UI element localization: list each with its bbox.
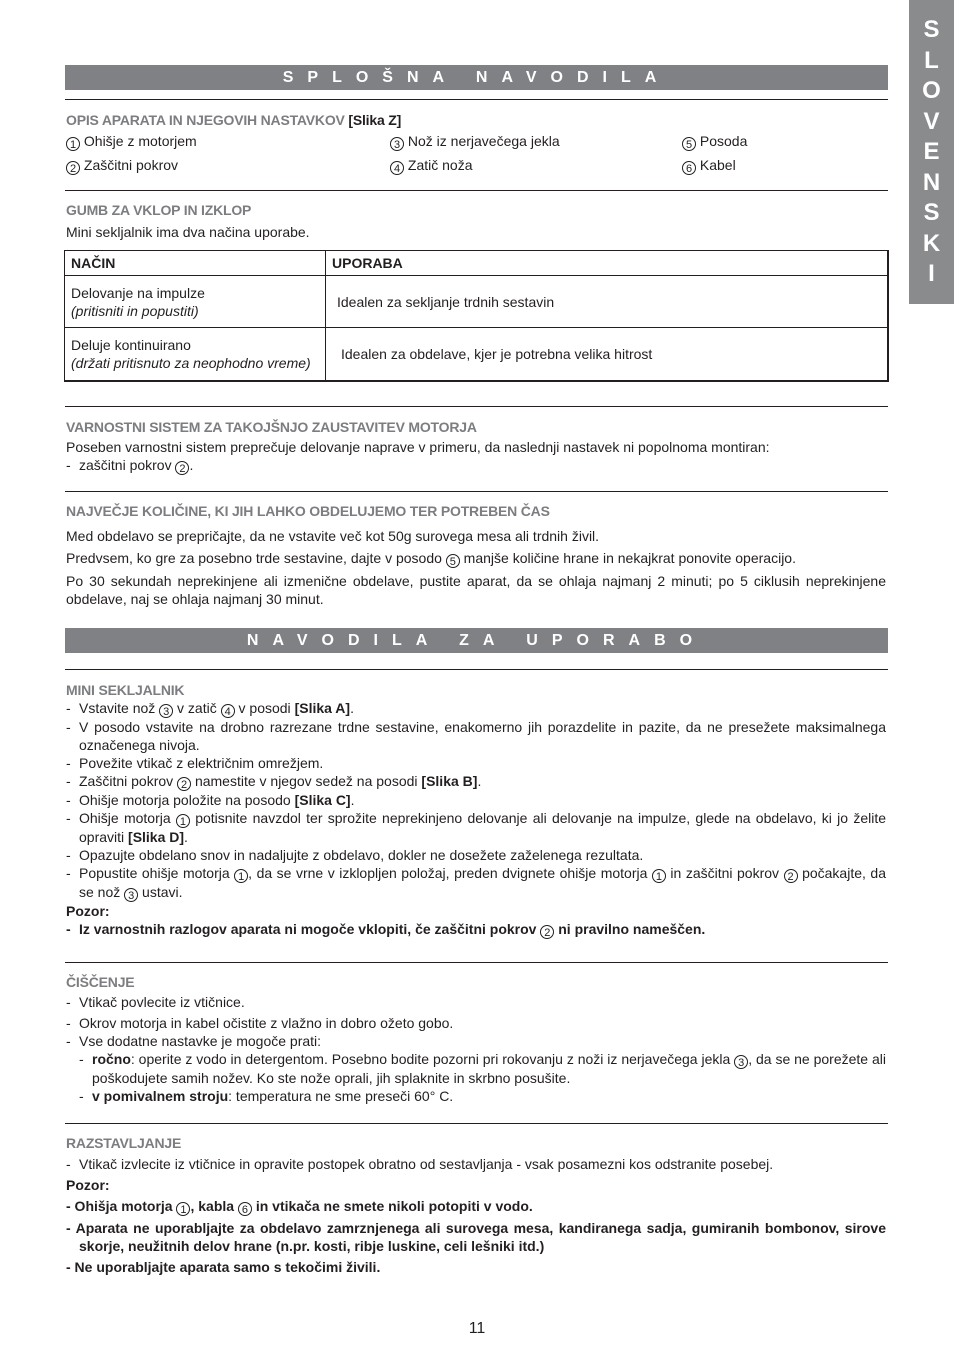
language-tab-letter: K <box>922 229 941 257</box>
cleaning-heading: ČIŠČENJE <box>66 974 135 990</box>
language-tab-letter: S <box>923 199 940 226</box>
text-span: Zaščitni pokrov <box>79 773 174 789</box>
text-span: v pomivalnem stroju <box>92 1088 229 1104</box>
text-span: Povežite vtikač z električnim omrežjem. <box>79 755 324 771</box>
parts-heading <box>66 111 886 129</box>
divider <box>65 99 888 100</box>
warning-item: - Iz varnostnih razlogov aparata ni mogoče vklopiti, če zaščitni pokrov 2 ni pravilno nameščen. <box>66 921 706 939</box>
mode-cell <box>65 276 326 328</box>
text-span: Ohišje motorja <box>79 810 171 826</box>
language-tab-letter: S <box>923 16 940 43</box>
quantities-paragraph: Po 30 sekundah neprekinjene ali izmenične obdelave, pustite aparat, da se ohlaja najmanj 2 minuti; po 5 ciklusih neprekinjene obdelave, naj se ohlaja najmanj 30 minut. <box>66 573 886 607</box>
language-tab-letter: V <box>923 107 940 135</box>
section-title-usage <box>65 628 888 653</box>
list-item: - Ohišje motorja položite na posodo [Slika C]. <box>66 792 355 808</box>
list-item: - Vtikač povlecite iz vtičnice. <box>66 994 245 1010</box>
text-span: , da se vrne v izklopljen položaj, preden dvignete ohišje motorja <box>248 865 648 881</box>
text-span: in zaščitni pokrov <box>670 865 780 881</box>
list-item: - Vtikač izvlecite iz vtičnice in opravite postopek obratno od sestavljanja - vsak posamezni kos odstranite posebej. <box>66 1156 774 1172</box>
mini-chopper-section <box>66 681 886 939</box>
warning-label: Pozor: <box>66 903 110 919</box>
table-row <box>65 276 889 328</box>
figure-ref: [Slika C] <box>294 792 351 808</box>
figure-ref: [Slika B] <box>421 773 478 789</box>
list-subitem: - ročno: operite z vodo in detergentom. Posebno bodite pozorni pri rokovanju z noži iz nerjavečega jekla 3 , da se ne porežete ali poškodujete samih nožev. Ko ste nože oprali, jih splaknite in skrbno posušite. <box>79 1051 886 1086</box>
safety-heading: VARNOSTNI SISTEM ZA TAKOJŠNJO ZAUSTAVITEV MOTORJA <box>66 419 477 435</box>
list-item: - Ohišje motorja 1 potisnite navzdol ter sprožite neprekinjeno delovanje ali delovanje na impulze, glede na obdelavo, ki jo želite opraviti [Slika D]. <box>66 810 887 845</box>
text-span: počakajte, da se nož <box>79 865 886 900</box>
divider <box>65 1123 888 1124</box>
part-number: 1 <box>66 137 80 151</box>
text-span: ustavi. <box>142 884 183 900</box>
section-title-text: NAVODILA ZA UPORABO <box>246 632 707 649</box>
text-span: manjše količine hrane in nekajkrat ponovite operacijo. <box>463 550 796 566</box>
quantities-paragraph <box>66 549 886 568</box>
section-title-general <box>65 65 888 90</box>
language-tab-letter: N <box>922 168 941 196</box>
text-span: namestite v njegov sedež na posodi <box>194 773 418 789</box>
part-number: 6 <box>682 161 696 175</box>
section-title-text: SPLOŠNA NAVODILA <box>282 69 671 86</box>
part-item <box>682 132 747 151</box>
switch-intro: Mini sekljalnik ima dva načina uporabe. <box>66 224 310 240</box>
safety-item: zaščitni pokrov <box>79 457 172 473</box>
part-item <box>66 132 197 151</box>
part-number: 5 <box>682 137 696 151</box>
mini-chopper-heading: MINI SEKLJALNIK <box>66 682 185 698</box>
language-tab-letter: O <box>922 77 941 104</box>
text-span: v posodi <box>238 700 291 716</box>
part-number: 5 <box>446 554 460 568</box>
text-span: Okrov motorja in kabel očistite z vlažno in dobro ožeto gobo. <box>79 1015 454 1031</box>
part-label: Nož iz nerjavečega jekla <box>407 133 560 149</box>
part-label: Ohišje z motorjem <box>83 133 197 149</box>
list-item: - Vse dodatne nastavke je mogoče prati: <box>66 1033 322 1049</box>
part-number: 2 <box>175 461 189 475</box>
text-span: Ohišje motorja položite na posodo <box>79 792 291 808</box>
part-number: 4 <box>390 161 404 175</box>
text-span: v zatič <box>177 700 217 716</box>
list-item: - Popustite ohišje motorja 1 , da se vrne v izklopljen položaj, preden dvignete ohišje motorja 1 in zaščitni pokrov 2 počakajte, da se nož 3 ustavi. <box>66 865 886 902</box>
part-label: Zaščitni pokrov <box>83 157 179 173</box>
use-cell: Idealen za obdelave, kjer je potrebna velika hitrost <box>326 328 889 382</box>
part-label: Posoda <box>699 133 748 149</box>
text-span: Popustite ohišje motorja <box>79 865 230 881</box>
parts-heading-text: OPIS APARATA IN NJEGOVIH NASTAVKOV <box>66 112 345 128</box>
quantities-heading: NAJVEČJE KOLIČINE, KI JIH LAHKO OBDELUJEMO TER POTREBEN ČAS <box>66 503 550 519</box>
part-number: 3 <box>390 137 404 151</box>
list-item: - Vstavite nož 3 v zatič 4 v posodi [Slika A]. <box>66 700 354 718</box>
warning-item: - Ne uporabljajte aparata samo s tekočimi živili. <box>66 1259 381 1275</box>
modes-table <box>64 250 889 382</box>
text-span: Predvsem, ko gre za posebno trde sestavine, dajte v posodo <box>66 550 442 566</box>
text-span: : temperatura ne sme preseči 60° C. <box>228 1088 454 1104</box>
mode-note: (pritisniti in popustiti) <box>71 302 199 319</box>
mode-name: Deluje kontinuirano <box>71 337 191 353</box>
divider <box>65 491 888 492</box>
list-item: - V posodo vstavite na drobno razrezane trdne sestavine, enakomerno jih porazdelite in pazite, da ne presežete maksimalnega označenega nivoja. <box>66 719 886 753</box>
text-span: , da se ne porežete ali poškodujete samih nožev. Ko ste nože oprali, jih splaknite in skrbno posušite. <box>92 1051 886 1086</box>
quantities-section <box>66 502 886 608</box>
language-tab-letter: I <box>928 260 935 287</box>
figure-ref: [Slika A] <box>294 700 351 716</box>
list-item: - Okrov motorja in kabel očistite z vlažno in dobro ožeto gobo. <box>66 1015 454 1031</box>
mode-name: Delovanje na impulze <box>71 284 205 301</box>
safety-text: Poseben varnostni sistem preprečuje delovanje naprave v primeru, da naslednji nastavek ni popolnoma montiran: <box>66 439 770 455</box>
list-item: - Zaščitni pokrov 2 namestite v njegov sedež na posodi [Slika B]. <box>66 773 482 791</box>
warning-item: - Ohišja motorja 1 , kabla 6 in vtikača ne smete nikoli potopiti v vodo. <box>66 1198 533 1216</box>
part-item <box>390 132 560 151</box>
text-span: Vse dodatne nastavke je mogoče prati: <box>79 1033 322 1049</box>
safety-section <box>66 418 886 475</box>
switch-heading: GUMB ZA VKLOP IN IZKLOP <box>66 202 252 218</box>
list-item: - zaščitni pokrov 2 . <box>66 457 194 475</box>
text-span: ni pravilno nameščen. <box>558 921 706 937</box>
text-span: in vtikača ne smete nikoli potopiti v vodo. <box>255 1198 533 1214</box>
divider <box>65 406 888 407</box>
text-span: Opazujte obdelano snov in nadaljujte z obdelavo, dokler ne dosežete zaželenega rezultata. <box>79 847 644 863</box>
part-label: Zatič noža <box>407 157 473 173</box>
parts-heading-ref: [Slika Z] <box>348 112 402 128</box>
text-span: Iz varnostnih razlogov aparata ni mogoče vklopiti, če zaščitni pokrov <box>79 921 537 937</box>
language-tab <box>909 0 954 304</box>
switch-section <box>66 201 886 241</box>
text-span: V posodo vstavite na drobno razrezane trdne sestavine, enakomerno jih porazdelite in pazite, da ne presežete maksimalnega označenega nivoja. <box>79 719 886 753</box>
text-span: - Ohišja motorja <box>66 1198 173 1214</box>
use-cell: Idealen za sekljanje trdnih sestavin <box>326 276 889 328</box>
warning-label: Pozor: <box>66 1177 110 1193</box>
cleaning-section <box>66 973 886 1105</box>
mode-note: (držati pritisnuto za neophodno vreme) <box>71 355 311 371</box>
text-span: , kabla <box>190 1198 235 1214</box>
divider <box>65 669 888 670</box>
disassembly-heading: RAZSTAVLJANJE <box>66 1135 182 1151</box>
table-row <box>65 328 889 382</box>
warning-item: - Aparata ne uporabljajte za obdelavo zamrznjenega ali surovega mesa, kandiranega sadja, gumiranih bombonov, sirove skorje, neužitnih delov hrane (n.pr. kosti, ribje luskine, celi lešniki itd.) <box>66 1220 886 1254</box>
divider <box>65 962 888 963</box>
list-item: - Opazujte obdelano snov in nadaljujte z obdelavo, dokler ne dosežete zaželenega rezultata. <box>66 847 644 863</box>
divider <box>65 190 888 191</box>
part-item <box>66 156 178 175</box>
text-span: Vtikač povlecite iz vtičnice. <box>79 994 245 1010</box>
list-item: - Povežite vtikač z električnim omrežjem. <box>66 755 324 771</box>
mode-cell <box>65 328 326 382</box>
text-span: Vstavite nož <box>79 700 156 716</box>
text-span: Vtikač izvlecite iz vtičnice in opravite postopek obratno od sestavljanja - vsak posamezni kos odstranite posebej. <box>79 1156 774 1172</box>
figure-ref: [Slika D] <box>128 829 185 845</box>
disassembly-section <box>66 1134 886 1276</box>
part-item <box>390 156 472 175</box>
parts-list <box>66 132 886 176</box>
table-header-mode: NAČIN <box>65 251 326 276</box>
parts-section <box>66 111 886 129</box>
text-span: ročno <box>92 1051 131 1067</box>
text-span: potisnite navzdol ter sprožite neprekinjeno delovanje ali delovanje na impulze, glede na obdelavo, ki jo želite opraviti <box>79 810 887 845</box>
page-number: 11 <box>468 1320 486 1337</box>
part-item <box>682 156 736 175</box>
quantities-paragraph: Med obdelavo se prepričajte, da ne vstavite več kot 50g surovega mesa ali trdnih živil. <box>66 528 600 544</box>
part-label: Kabel <box>699 157 736 173</box>
text-span: : operite z vodo in detergentom. Posebno bodite pozorni pri rokovanju z noži iz nerjavečega jekla <box>130 1051 731 1067</box>
language-tab-letter: L <box>924 46 939 74</box>
list-subitem: - v pomivalnem stroju: temperatura ne sme preseči 60° C. <box>79 1088 454 1104</box>
part-number: 2 <box>66 161 80 175</box>
table-header-use: UPORABA <box>326 251 889 276</box>
language-tab-letter: E <box>923 138 940 165</box>
